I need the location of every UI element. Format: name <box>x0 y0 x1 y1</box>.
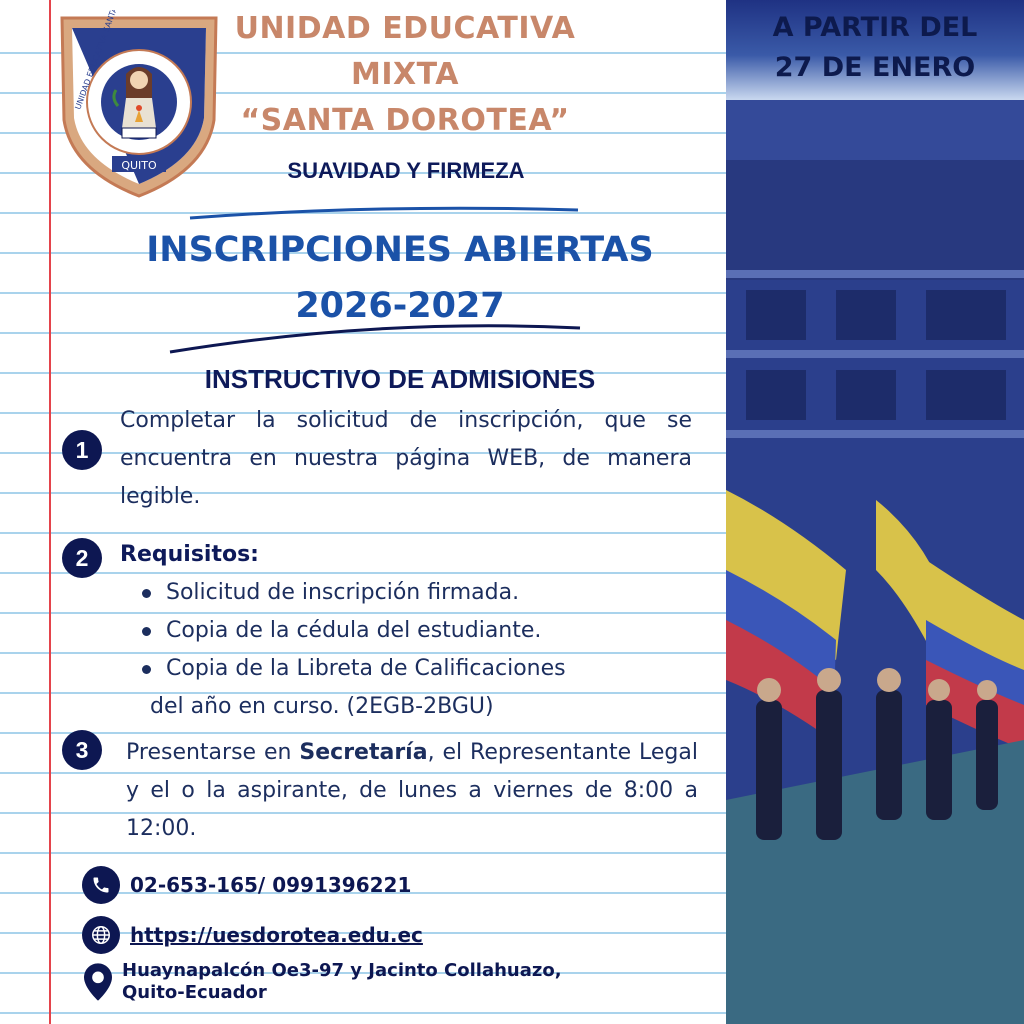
requirement-item-continuation: del año en curso. (2EGB-2BGU) <box>150 694 494 719</box>
margin-line <box>49 0 51 1024</box>
contact-phone-row <box>82 866 411 904</box>
step-3-text-bold: Secretaría <box>299 740 428 765</box>
school-crest-logo <box>56 10 222 200</box>
address-line2: Quito-Ecuador <box>122 982 267 1003</box>
step-number-1: 1 <box>62 430 102 470</box>
globe-icon <box>82 916 120 954</box>
requirements-heading: Requisitos: <box>120 542 259 567</box>
headline-line1: INSCRIPCIONES ABIERTAS <box>146 230 654 270</box>
contact-website-row <box>82 916 423 954</box>
step-3-text <box>126 734 698 848</box>
start-date-banner <box>726 0 1024 100</box>
school-name-line2: MIXTA <box>351 57 459 92</box>
address-line1: Huaynapalcón Oe3-97 y Jacinto Collahuazo, <box>122 960 562 981</box>
school-parade-photo <box>726 100 1024 1024</box>
step-number-2: 2 <box>62 538 102 578</box>
phone-icon <box>82 866 120 904</box>
website-link[interactable]: https://uesdorotea.edu.ec <box>130 923 423 947</box>
requirement-item: Solicitud de inscripción firmada. <box>138 574 710 612</box>
school-name-line1: UNIDAD EDUCATIVA <box>234 11 576 46</box>
step-2-content <box>120 536 710 726</box>
step-number-3: 3 <box>62 730 102 770</box>
requirements-list <box>138 574 710 688</box>
section-title: INSTRUCTIVO DE ADMISIONES <box>204 364 596 394</box>
contact-address-row <box>82 960 562 1004</box>
school-photo-panel <box>726 0 1024 1024</box>
crest-city-text: QUITO <box>121 159 157 172</box>
requirement-item: Copia de la Libreta de Calificaciones <box>138 650 710 688</box>
address <box>122 960 562 1004</box>
requirement-item: Copia de la cédula del estudiante. <box>138 612 710 650</box>
school-name-line3: “SANTA DOROTEA” <box>240 103 570 138</box>
start-date-line2: 27 DE ENERO <box>774 52 976 83</box>
school-name <box>230 6 580 144</box>
location-pin-icon <box>82 963 114 1001</box>
school-motto: SUAVIDAD Y FIRMEZA <box>287 158 525 183</box>
start-date-line1: A PARTIR DEL <box>772 12 978 43</box>
phone-number: 02-653-165/ 0991396221 <box>130 873 412 897</box>
headline <box>130 222 670 334</box>
step-1-text: Completar la solicitud de inscripción, que se encuentra en nuestra página WEB, de manera legible. <box>120 408 692 509</box>
headline-year: 2026-2027 <box>295 286 505 326</box>
step-3-text-before: Presentarse en <box>126 740 300 765</box>
step-3-text-after: , el Representante Legal y el o la aspirante, de lunes a viernes de 8:00 a 12:00. <box>126 740 698 841</box>
